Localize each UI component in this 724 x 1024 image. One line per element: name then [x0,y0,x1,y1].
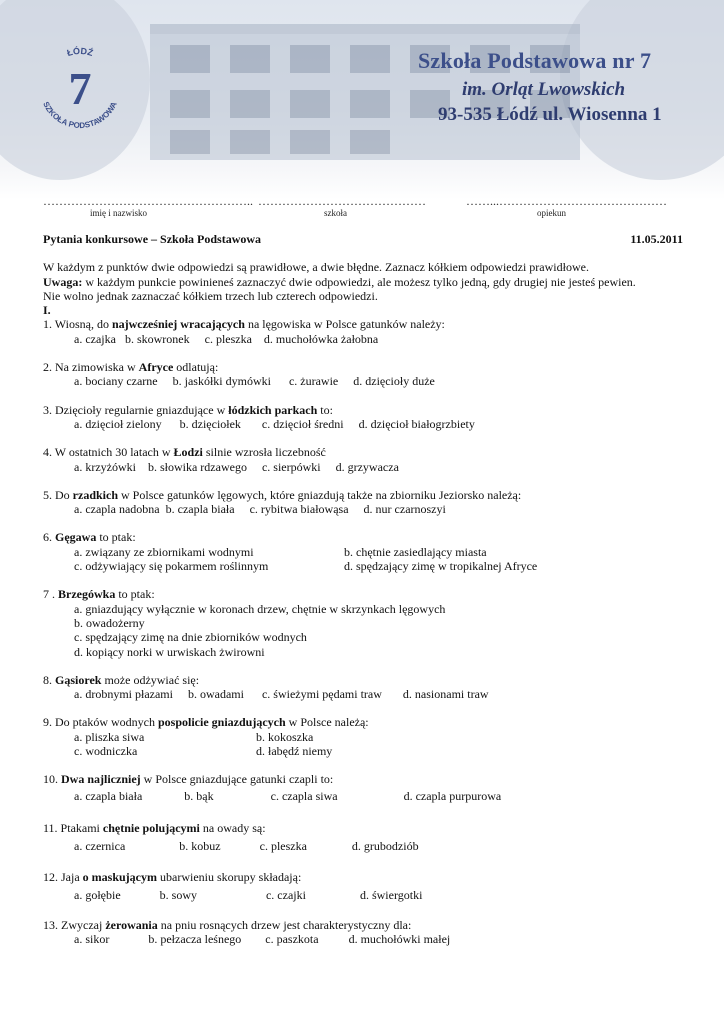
option-c[interactable]: c. odżywiający się pokarmem roślinnym [74,559,269,574]
question-text: 2. Na zimowiska w Afryce odlatują: [43,360,219,375]
option-c[interactable]: c. wodniczka [74,744,138,759]
answer-options[interactable]: a. czapla nadobna b. czapla biała c. rybitwa białowąsa d. nur czarnoszyi [74,502,446,517]
name-field[interactable]: …………………………………………….. [43,194,253,208]
question-12 [43,870,683,903]
school-logo [34,42,126,134]
question-text: 10. Dwa najliczniej w Polsce gniazdujące gatunki czapli to: [43,772,334,787]
answer-options[interactable]: a. dzięcioł zielony b. dzięciołek c. dzięcioł średni d. dzięcioł białogrzbiety [74,416,475,431]
option-a[interactable]: a. pliszka siwa [74,729,145,744]
svg-text:SZKOŁA PODSTAWOWA: SZKOŁA PODSTAWOWA [41,100,119,131]
answer-options[interactable]: a. sikor b. pełzacza leśnego c. paszkota d. muchołówki małej [74,932,451,947]
answer-options[interactable]: a. gołębie b. sowy c. czajki d. świergotki [74,887,423,902]
option-b[interactable]: b. chętnie zasiedlający miasta [344,544,487,559]
question-text: 6. Gęgawa to ptak: [43,530,136,545]
question-text: 12. Jaja o maskującym ubarwieniu skorupy składają: [43,869,302,884]
answer-options[interactable]: a. czernica b. kobuz c. pleszka d. grubodziób [74,839,419,854]
school-field[interactable]: …………………………………… [258,194,426,208]
instructions-warning: Nie wolno jednak zaznaczać kółkiem trzech lub czterech odpowiedzi. [43,288,378,303]
svg-text:7: 7 [68,63,92,114]
option-b[interactable]: b. owadożerny [74,615,145,630]
instructions-note: Uwaga: w każdym punkcie powinieneś zaznaczyć dwie odpowiedzi, ale możesz tylko jedną, gdy drugiej nie jesteś pewien. [43,274,636,289]
answer-options[interactable] [74,602,683,659]
name-label: imię i nazwisko [90,208,147,218]
answer-options[interactable]: a. czapla biała b. bąk c. czapla siwa d. czapla purpurowa [74,788,502,803]
answer-options[interactable]: a. czajka b. skowronek c. pleszka d. muchołówka żałobna [74,331,379,346]
school-name: Szkoła Podstawowa nr 7 [418,48,652,73]
page-title: Pytania konkursowe – Szkoła Podstawowa [43,232,262,246]
question-text: 5. Do rzadkich w Polsce gatunków lęgowych, które gniazdują także na zbiorniku Jeziorsko należą: [43,487,522,502]
answer-options[interactable] [74,545,683,574]
question-4 [43,445,683,474]
question-text: 9. Do ptaków wodnych pospolicie gniazdujących w Polsce należą: [43,715,369,730]
school-patron: im. Orląt Lwowskich [462,79,626,100]
question-text: 3. Dzięcioły regularnie gniazdujące w łódzkich parkach to: [43,402,333,417]
option-c[interactable]: c. spędzający zimę na dnie zbiorników wodnych [74,630,307,645]
question-10 [43,772,683,803]
tutor-field[interactable]: ……...…………………………………… [466,194,667,208]
question-2 [43,360,683,389]
question-8 [43,673,683,702]
answer-options[interactable] [74,730,683,759]
option-d[interactable]: d. kopiący norki w urwiskach żwirowni [74,644,265,659]
question-3 [43,403,683,432]
option-d[interactable]: d. łabędź niemy [256,744,333,759]
question-1 [43,317,683,346]
tutor-label: opiekun [537,208,566,218]
option-a[interactable]: a. gniazdujący wyłącznie w koronach drzew, chętnie w skrzynkach lęgowych [74,601,446,616]
question-text: 4. W ostatnich 30 latach w Łodzi silnie wzrosła liczebność [43,445,326,460]
svg-text:ŁÓDŹ: ŁÓDŹ [65,45,95,58]
option-d[interactable]: d. spędzający zimę w tropikalnej Afryce [344,559,538,574]
instructions: W każdym z punktów dwie odpowiedzi są prawidłowe, a dwie błędne. Zaznacz kółkiem odpowiedzi prawidłowe. [43,260,589,275]
answer-options[interactable]: a. drobnymi płazami b. owadami c. świeżymi pędami traw d. nasionami traw [74,687,489,702]
question-text: 7 . Brzegówka to ptak: [43,587,155,602]
school-address: 93-535 Łódź ul. Wiosenna 1 [438,104,662,125]
answer-options[interactable]: a. bociany czarne b. jaskółki dymówki c. żurawie d. dzięcioły duże [74,374,435,389]
question-9 [43,715,683,758]
school-label: szkoła [324,208,347,218]
quiz-content [43,232,683,947]
answer-options[interactable]: a. krzyżówki b. słowika rdzawego c. sierpówki d. grzywacza [74,459,399,474]
question-text: 13. Zwyczaj żerowania na pniu rosnących drzew jest charakterystyczny dla: [43,918,412,933]
question-5 [43,488,683,517]
date: 11.05.2011 [630,232,683,246]
option-a[interactable]: a. związany ze zbiornikami wodnymi [74,544,254,559]
question-13 [43,918,683,947]
question-7 [43,587,683,658]
section-label: I. [43,303,51,318]
question-text: 1. Wiosną, do najwcześniej wracających na lęgowiska w Polsce gatunków należy: [43,317,445,332]
title-row [43,232,683,246]
question-6 [43,530,683,573]
question-text: 11. Ptakami chętnie polującymi na owady są: [43,820,266,835]
school-header [0,0,724,200]
question-text: 8. Gąsiorek może odżywiać się: [43,672,200,687]
question-11 [43,821,683,854]
option-b[interactable]: b. kokoszka [256,729,314,744]
